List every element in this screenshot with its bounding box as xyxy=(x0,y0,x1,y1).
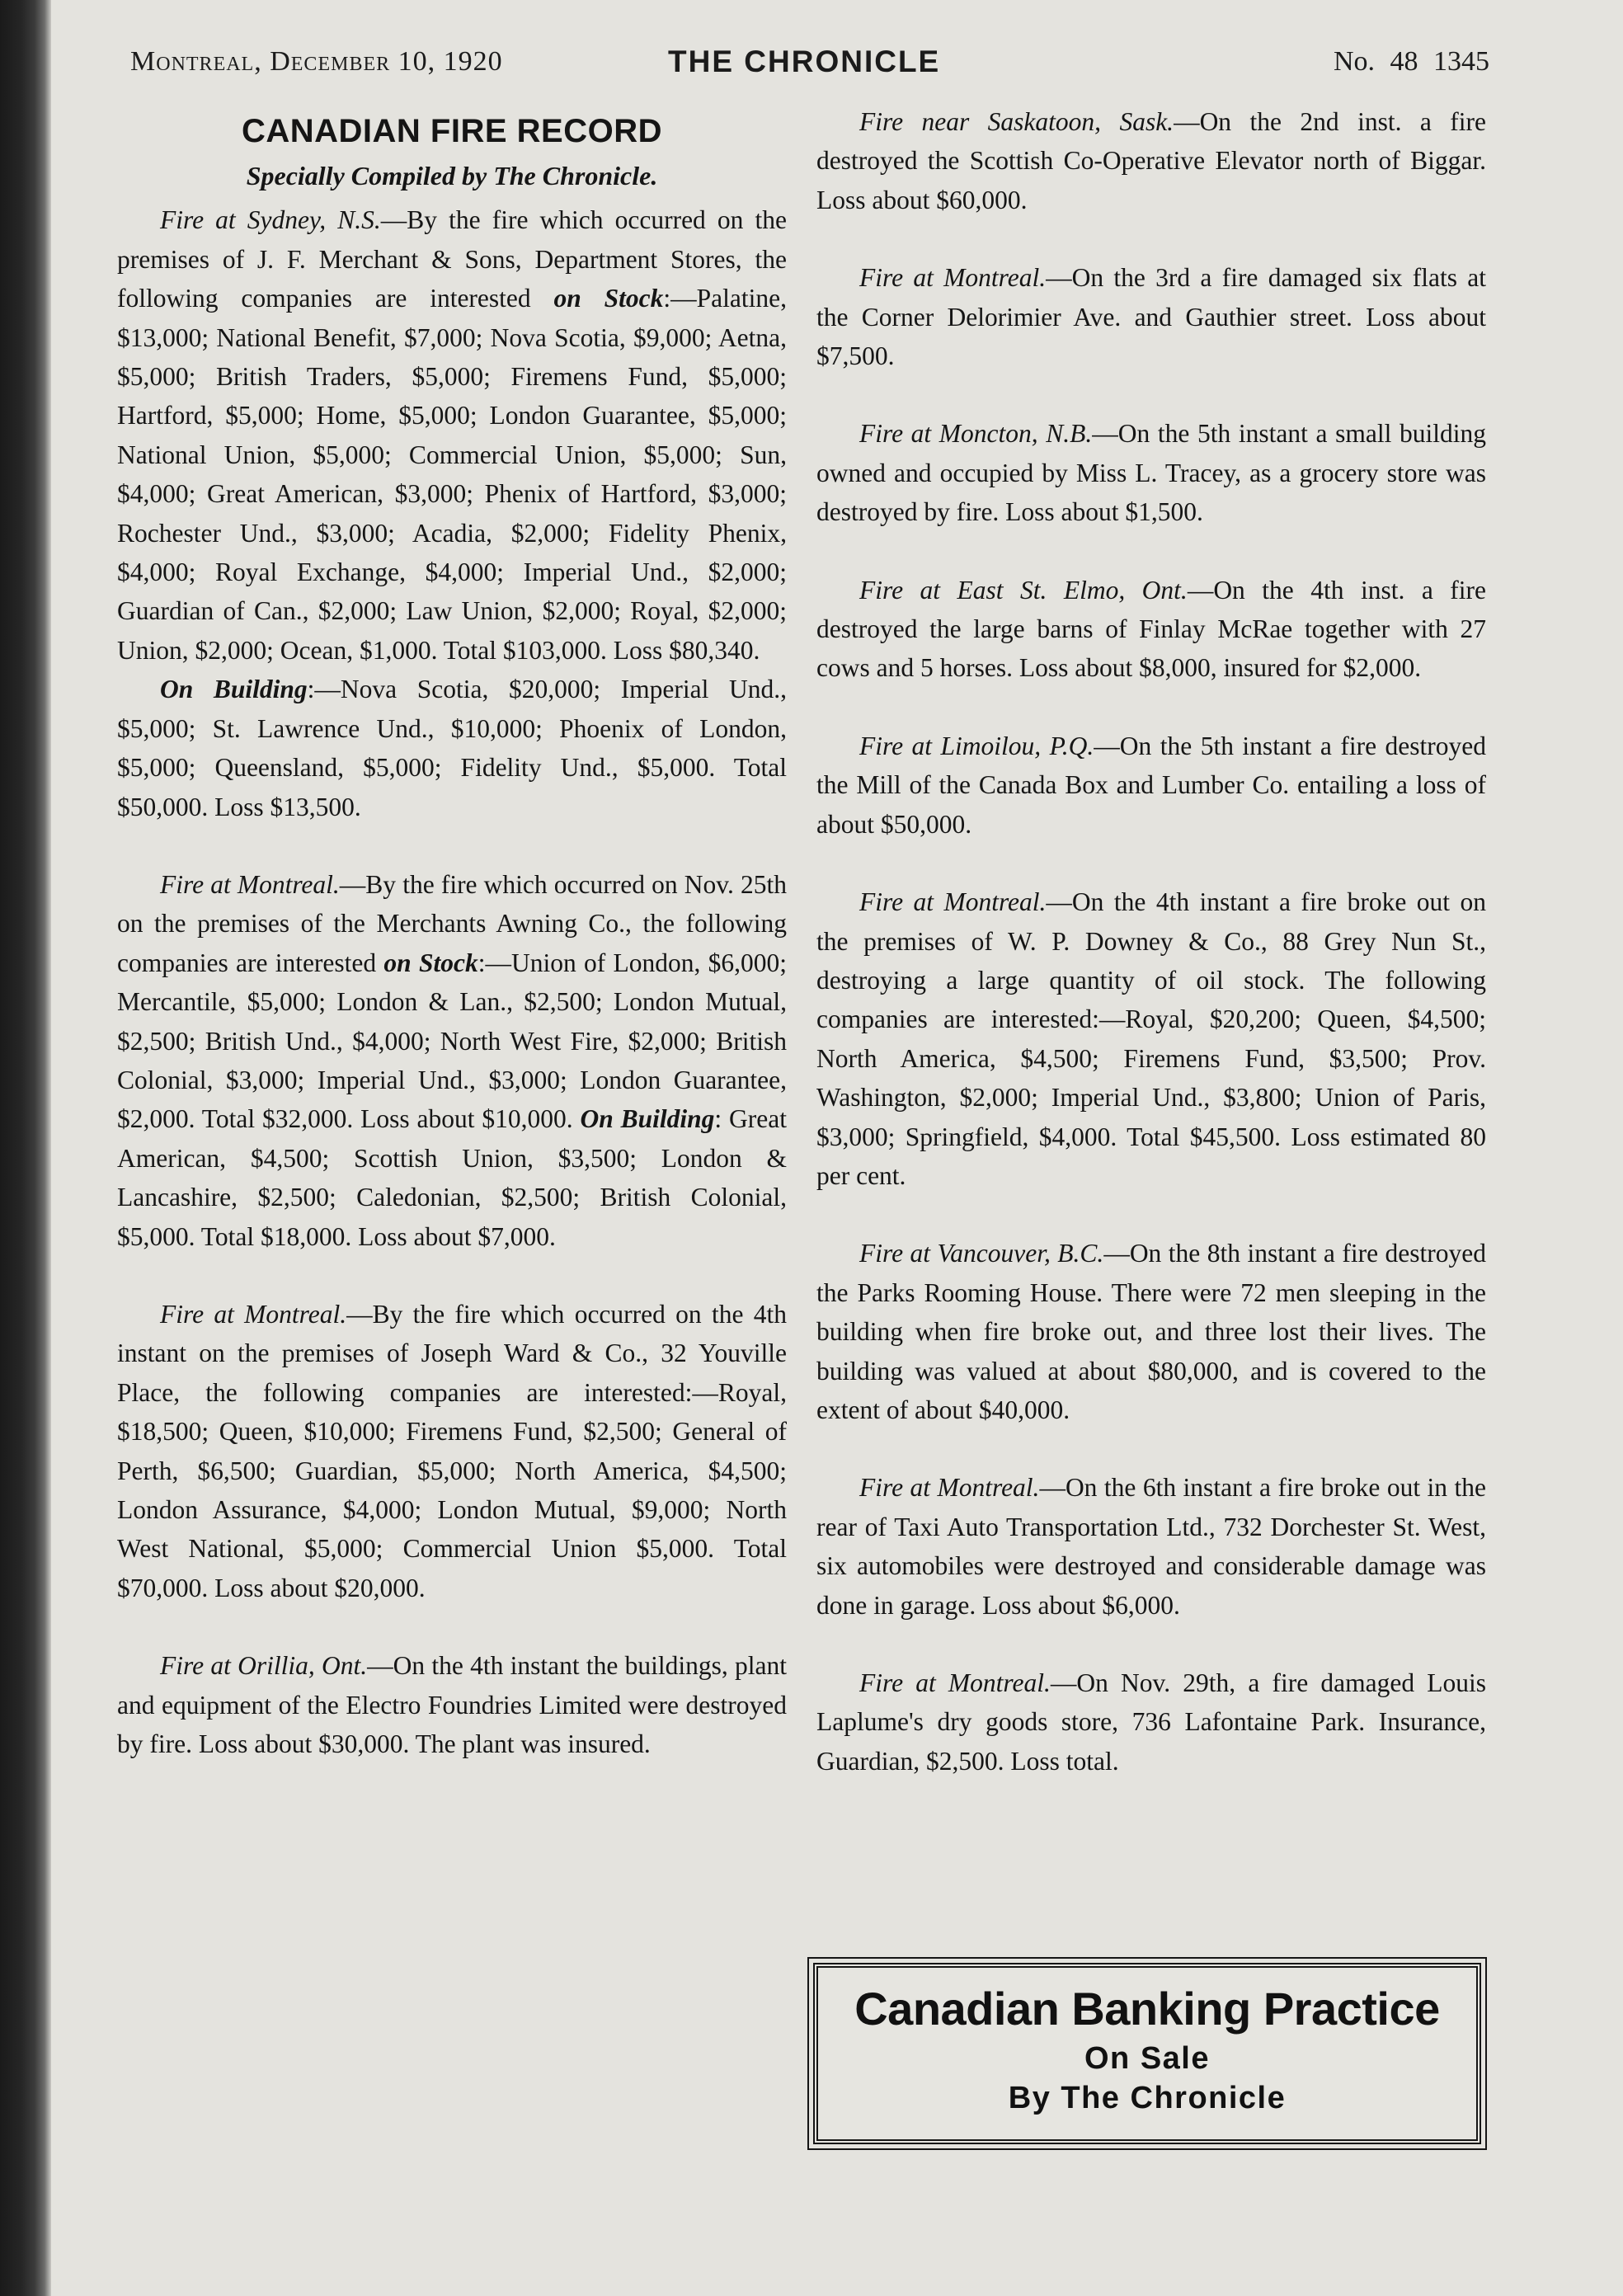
article-keyword: On Building xyxy=(160,675,308,704)
advertisement-box xyxy=(813,1963,1481,2144)
article-lead: Fire at East St. Elmo, Ont. xyxy=(859,575,1188,605)
article-moncton xyxy=(816,414,1486,531)
article-text: —On the 6th instant a fire broke out in the rear of Taxi Auto Transportation Ltd., 732 Dorchester St. West, six automobiles were destroyed and considerable damage was done in garage. Loss about $6,000. xyxy=(816,1473,1486,1620)
article-text: —On the 4th inst. a fire destroyed the large barns of Finlay McRae together with 27 cows and 5 horses. Loss about $8,000, insured for $2,000. xyxy=(816,575,1486,683)
article-lead: Fire at Limoilou, P.Q. xyxy=(859,731,1094,760)
article-text: :—Nova Scotia, $20,000; Imperial Und., $5,000; St. Lawrence Und., $10,000; Phoenix of London, $5,000; Queensland, $5,000; Fidelity Und., $5,000. Total $50,000. Loss $13,500. xyxy=(117,675,787,821)
article-montreal-delorimier xyxy=(816,258,1486,375)
section-title: CANADIAN FIRE RECORD xyxy=(242,113,662,149)
article-lead: Fire at Montreal. xyxy=(160,869,340,899)
article-lead: Fire at Montreal. xyxy=(859,887,1047,917)
article-montreal-merchants-awning xyxy=(117,865,787,1256)
article-text: :—Union of London, $6,000; Mercantile, $5,000; London & Lan., $2,500; London Mutual, $2,500; British Und., $4,000; North West Fire, $2,000; British Colonial, $3,000; Imperial Und., $3,000; London Guarantee, $2,000. Total $32,000. Loss about $10,000. xyxy=(117,948,787,1134)
article-keyword: on Stock xyxy=(383,948,478,977)
article-text: —By the fire which occurred on Nov. 25th on the premises of the Merchants Awning Co., the following companies are interested xyxy=(117,869,787,977)
binding-edge xyxy=(0,0,51,2296)
article-lead: Fire near Saskatoon, Sask. xyxy=(859,107,1174,136)
article-text: —On the 4th instant a fire broke out on the premises of W. P. Downey & Co., 88 Grey Nun St., destroying a large quantity of oil stock. The following companies are interested:—Royal, $20,200; Queen, $4,500; North America, $4,500; Firemens Fund, $3,500; Prov. Washington, $2,000; Imperial Und., $3,800; Union of Paris, $3,000; Springfield, $4,000. Total $45,500. Loss estimated 80 per cent. xyxy=(816,887,1486,1190)
section-subtitle: Specially Compiled by The Chronicle. xyxy=(246,161,658,191)
article-keyword: On Building xyxy=(580,1104,715,1134)
article-text: —By the fire which occurred on the premises of J. F. Merchant & Sons, Department Stores, the following companies are interested xyxy=(117,205,787,313)
advertisement-line: By The Chronicle xyxy=(1008,2081,1287,2115)
header-publication-name: THE CHRONICLE xyxy=(668,45,941,78)
article-lead: Fire at Orillia, Ont. xyxy=(160,1651,368,1681)
advertisement-title: Canadian Banking Practice xyxy=(854,1983,1440,2035)
advertisement-line: On Sale xyxy=(1084,2041,1210,2076)
article-east-st-elmo xyxy=(816,571,1486,688)
article-text: —On the 8th instant a fire destroyed the Parks Rooming House. There were 72 men sleeping in the building when fire broke out, and three lost their lives. The building was valued at about $80,000, and is covered to the extent of about $40,000. xyxy=(816,1239,1486,1424)
left-column xyxy=(117,102,787,1763)
article-montreal-laplume xyxy=(816,1663,1486,1781)
article-text: —On Nov. 29th, a fire damaged Louis Laplume's dry goods store, 736 Lafontaine Park. Insurance, Guardian, $2,500. Loss total. xyxy=(816,1668,1486,1776)
article-saskatoon xyxy=(816,102,1486,219)
article-sydney xyxy=(117,200,787,826)
article-text: —On the 5th instant a small building owned and occupied by Miss L. Tracey, as a grocery store was destroyed by fire. Loss about $1,500. xyxy=(816,419,1486,527)
article-text: —On the 3rd a fire damaged six flats at the Corner Delorimier Ave. and Gauthier street. Loss about $7,500. xyxy=(816,263,1486,371)
article-vancouver xyxy=(816,1234,1486,1429)
article-lead: Fire at Vancouver, B.C. xyxy=(859,1239,1104,1268)
article-lead: Fire at Moncton, N.B. xyxy=(859,419,1093,449)
article-lead: Fire at Sydney, N.S. xyxy=(160,205,381,235)
article-lead: Fire at Montreal. xyxy=(859,263,1047,293)
header-dateline: Montreal, December 10, 1920 xyxy=(130,46,503,77)
article-text: : Great American, $4,500; Scottish Union, $3,500; London & Lancashire, $2,500; Caledonian, $2,500; British Colonial, $5,000. Total $18,000. Loss about $7,000. xyxy=(117,1104,787,1251)
article-text: —By the fire which occurred on the 4th instant on the premises of Joseph Ward & Co., 32 Youville Place, the following companies are interested:—Royal, $18,500; Queen, $10,000; Firemens Fund, $2,500; General of Perth, $6,500; Guardian, $5,000; North America, $4,500; London Assurance, $4,000; London Mutual, $9,000; North West National, $5,000; Commercial Union $5,000. Total $70,000. Loss about $20,000. xyxy=(117,1299,787,1602)
article-text: —On the 2nd inst. a fire destroyed the Scottish Co-Operative Elevator north of Biggar. Loss about $60,000. xyxy=(816,107,1486,214)
header-issue-page: No. 48 1345 xyxy=(1333,46,1489,77)
article-lead: Fire at Montreal. xyxy=(859,1668,1051,1697)
article-text: —On the 5th instant a fire destroyed the Mill of the Canada Box and Lumber Co. entailing a loss of about $50,000. xyxy=(816,731,1486,839)
page-header xyxy=(130,41,1489,87)
article-lead: Fire at Montreal. xyxy=(160,1299,347,1329)
article-text: —On the 4th instant the buildings, plant and equipment of the Electro Foundries Limited were destroyed by fire. Loss about $30,000. The plant was insured. xyxy=(117,1651,787,1759)
article-keyword: on Stock xyxy=(553,284,664,313)
article-orillia xyxy=(117,1646,787,1763)
article-montreal-joseph-ward xyxy=(117,1295,787,1607)
article-limoilou xyxy=(816,727,1486,844)
right-column xyxy=(816,102,1486,1781)
article-text: :—Palatine, $13,000; National Benefit, $7,000; Nova Scotia, $9,000; Aetna, $5,000; British Traders, $5,000; Firemens Fund, $5,000; Hartford, $5,000; Home, $5,000; London Guarantee, $5,000; National Union, $5,000; Commercial Union, $5,000; Sun, $4,000; Great American, $3,000; Phenix of Hartford, $3,000; Rochester Und., $3,000; Acadia, $2,000; Fidelity Phenix, $4,000; Royal Exchange, $4,000; Imperial Und., $2,000; Guardian of Can., $2,000; Law Union, $2,000; Royal, $2,000; Union, $2,000; Ocean, $1,000. Total $103,000. Loss $80,340. xyxy=(117,284,787,665)
article-montreal-downey xyxy=(816,882,1486,1195)
article-montreal-taxi xyxy=(816,1468,1486,1625)
article-lead: Fire at Montreal. xyxy=(859,1473,1040,1503)
